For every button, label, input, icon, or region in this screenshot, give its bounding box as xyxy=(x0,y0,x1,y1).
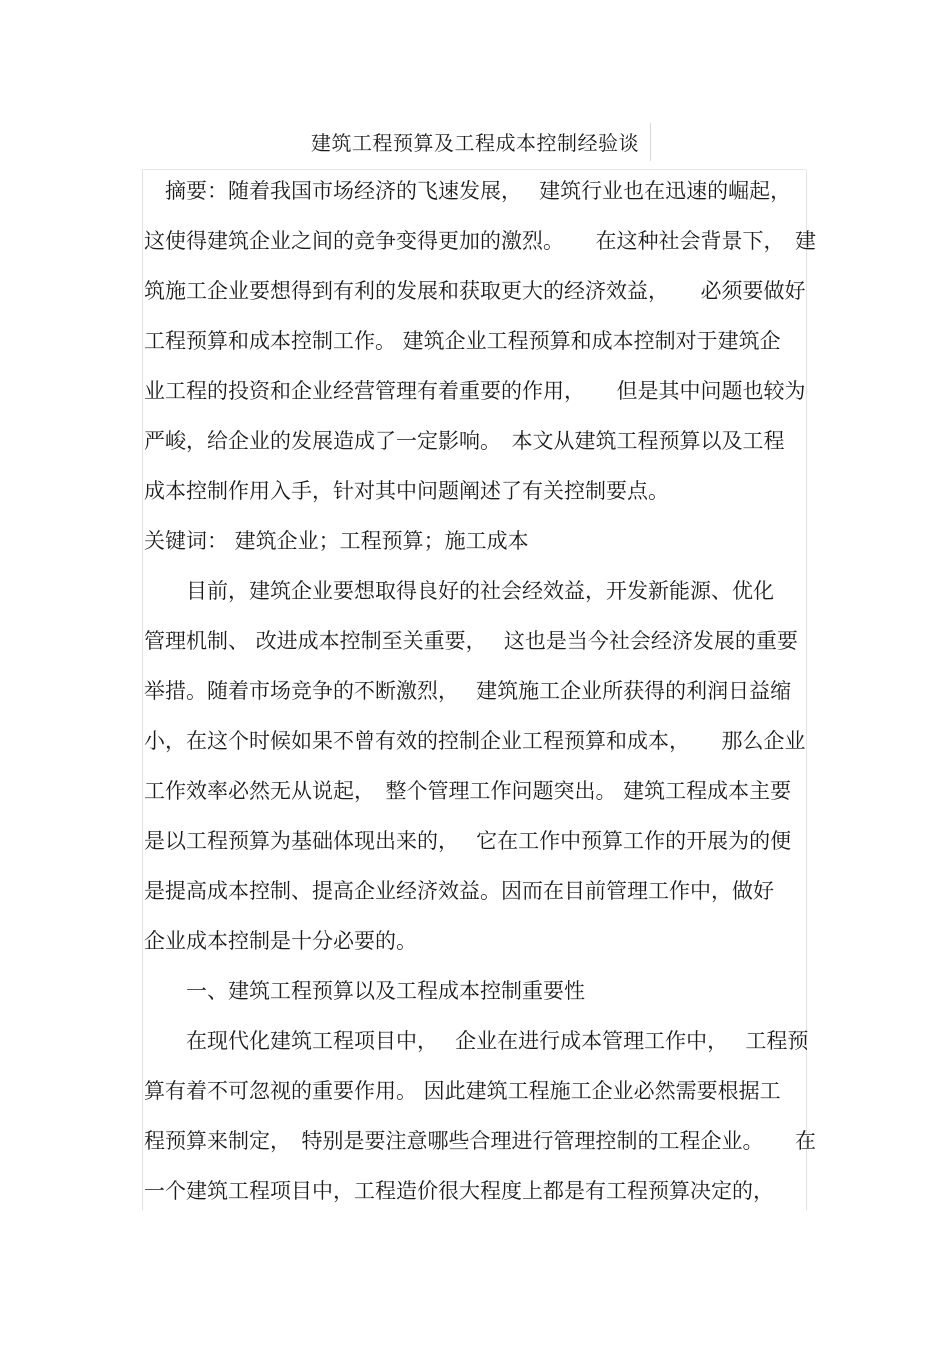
abstract-line: 严峻，给企业的发展造成了一定影响。 本文从建筑工程预算以及工程 xyxy=(144,429,785,453)
scan-rule xyxy=(142,169,806,170)
body-line: 一个建筑工程项目中，工程造价很大程度上都是有工程预算决定的， xyxy=(144,1179,774,1203)
body-line: 是提高成本控制、提高企业经济效益。因而在目前管理工作中，做好 xyxy=(144,879,774,903)
abstract-line: 摘要：随着我国市场经济的飞速发展， 建筑行业也在迅速的崛起， xyxy=(144,179,792,203)
abstract-line: 工程预算和成本控制工作。 建筑企业工程预算和成本控制对于建筑企 xyxy=(144,329,781,353)
document-title: 建筑工程预算及工程成本控制经验谈 xyxy=(311,131,639,155)
body-line: 工作效率必然无从说起， 整个管理工作问题突出。 建筑工程成本主要 xyxy=(144,779,792,803)
body-line: 程预算来制定， 特别是要注意哪些合理进行管理控制的工程企业。 在 xyxy=(144,1129,816,1153)
body-line: 举措。随着市场竞争的不断激烈， 建筑施工企业所获得的利润日益缩 xyxy=(144,679,792,703)
section-heading: 一、建筑工程预算以及工程成本控制重要性 xyxy=(144,979,585,1003)
keywords-line: 关键词： 建筑企业；工程预算；施工成本 xyxy=(144,529,529,553)
body-line: 管理机制、 改进成本控制至关重要， 这也是当今社会经济发展的重要 xyxy=(144,629,798,653)
body-line: 是以工程预算为基础体现出来的， 它在工作中预算工作的开展为的便 xyxy=(144,829,792,853)
body-line: 算有着不可忽视的重要作用。 因此建筑工程施工企业必然需要根据工 xyxy=(144,1079,781,1103)
body-line: 目前，建筑企业要想取得良好的社会经效益，开发新能源、优化 xyxy=(144,579,774,603)
abstract-line: 成本控制作用入手，针对其中问题阐述了有关控制要点。 xyxy=(144,479,669,503)
body-line: 企业成本控制是十分必要的。 xyxy=(144,929,417,953)
body-line: 小，在这个时候如果不曾有效的控制企业工程预算和成本， 那么企业 xyxy=(144,729,806,753)
scan-rule xyxy=(142,170,143,1210)
abstract-line: 筑施工企业要想得到有利的发展和获取更大的经济效益， 必须要做好 xyxy=(144,279,806,303)
abstract-line: 业工程的投资和企业经营管理有着重要的作用， 但是其中问题也较为 xyxy=(144,379,806,403)
abstract-line: 这使得建筑企业之间的竞争变得更加的激烈。 在这种社会背景下， 建 xyxy=(144,229,816,253)
body-line: 在现代化建筑工程项目中， 企业在进行成本管理工作中， 工程预 xyxy=(144,1029,809,1053)
